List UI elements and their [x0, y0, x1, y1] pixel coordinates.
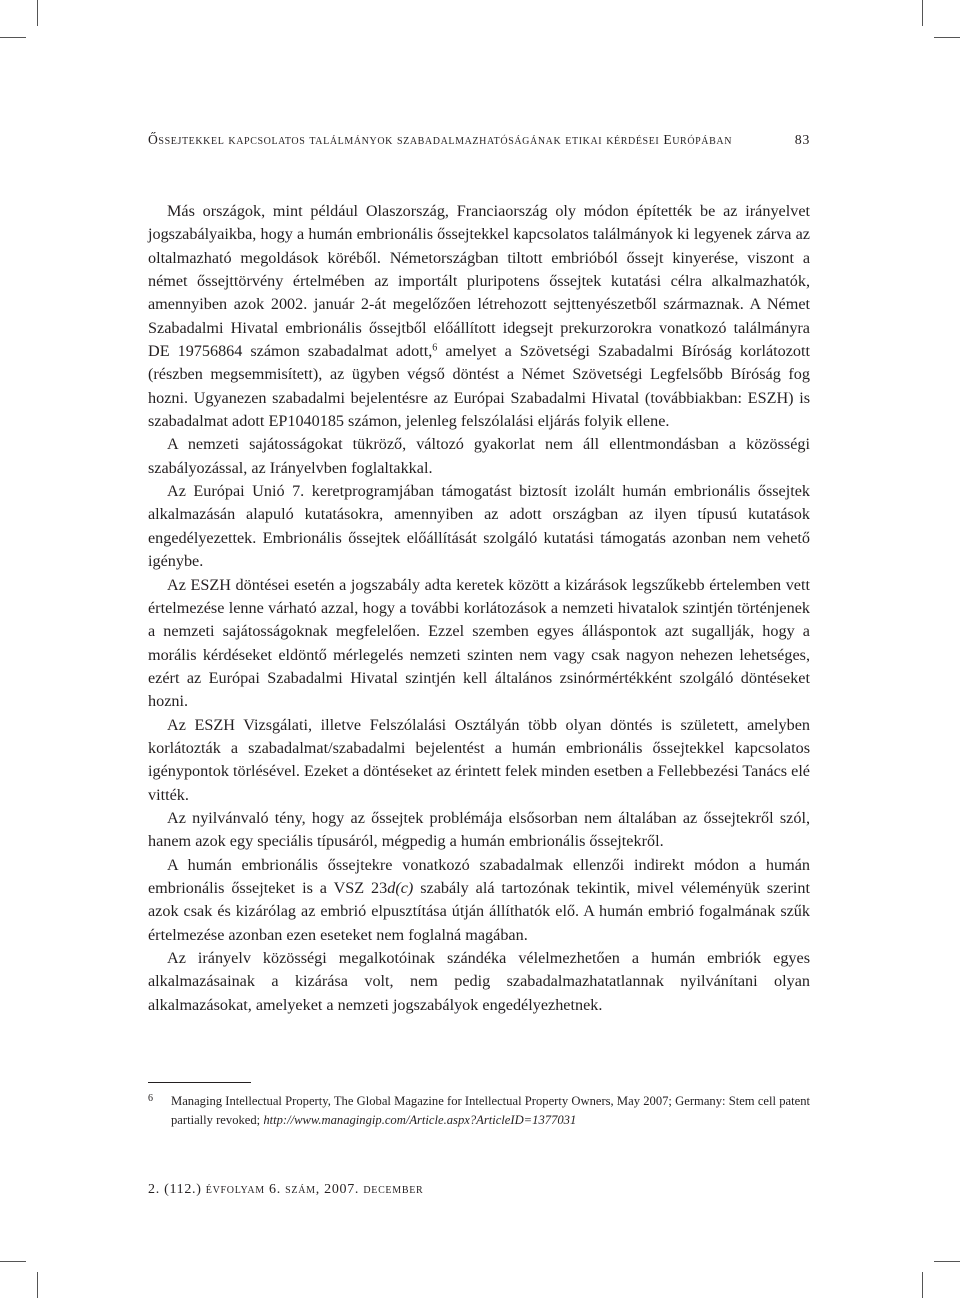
page-footer: 2. (112.) évfolyam 6. szám, 2007. december — [148, 1182, 424, 1197]
paragraph: Az nyilvánvaló tény, hogy az őssejtek problémája elsősorban nem általában az őssejtekről szól, hanem azok egy speciális típusáról, mégpedig a humán embrionális őssejtekről. — [148, 808, 810, 851]
footnote — [148, 1092, 810, 1130]
running-head-title: Őssejtekkel kapcsolatos találmányok szabadalmazhatóságának etikai kérdései Európában — [148, 132, 733, 147]
paragraph: Az ESZH döntései esetén a jogszabály adta keretek között a kizárások legszűkebb értelemben vett értelmezése lenne várható azzal, hogy a további korlátozások a nemzeti hivatalok szintjén történjenek a nemzeti sajátosságoknak megfelelően. Ezzel szemben egyes álláspontok azt sugallják, hogy a morális kérdéseket eldöntő mérlegelés nemzeti szinten nem vagy csak nagyon nehezen lehetséges, ezért az Európai Szabadalmi Hivatal szintjén kell általános zsinórmértékként szolgáló döntéseket hozni. — [148, 575, 810, 711]
footnote-number: 6 — [148, 1093, 153, 1104]
footnote-reference: 6 — [432, 342, 438, 354]
article-body — [148, 200, 810, 1017]
footnote-divider — [148, 1082, 251, 1083]
paragraph: Más országok, mint például Olaszország, Franciaország oly módon építették be az irányelvet jogszabályaikba, hogy a humán embrionális őssejtekkel kapcsolatos találmányok ki legyenek zárva az oltalmazható megoldások köréből. Németországban tiltott embrióból őssejt kinyerése, viszont a német őssejttörvény értelmében az importált pluripotens őssejtek kutatási célra alkalmazhatók, amennyiben azok 2002. január 2-át megelőzően létrehozott sejttenyészetből származnak. A Német Szabadalmi Hivatal embrionális őssejtből előállított idegsejt prekurzorokra vonatkozó találmányra DE 19756864 számon szabadalmat adott,$^6$ amelyet a Szövetségi Szabadalmi Bíróság korlátozott (részben megsemmisített), az ügyben végső döntést a Német Szövetségi Legfelsőbb Bíróság fog hozni. Ugyanezen szabadalmi bejelentésre az Európai Szabadalmi Hivatal (továbbiakban: ESZH) is szabadalmat adott EP1040185 számon, jelenleg felszólalási eljárás folyik ellene. — [148, 202, 810, 431]
crop-mark-right-top — [934, 37, 960, 38]
running-head — [148, 132, 810, 149]
paragraph: Az irányelv közösségi megalkotóinak szándéka vélelmezhetően a humán embriók egyes alkalmazásainak a kizárása volt, nem pedig szabadalmazhatatlannak nyilvánítani olyan alkalmazásokat, amelyeket a nemzeti jogszabályok engedélyezhetnek. — [148, 949, 810, 1014]
footnote-text: Managing Intellectual Property, The Global Magazine for Intellectual Property Owners, May 2007; Germany: Stem cell patent partially revoked; http://www.managingip.com/Article.aspx?ArticleID=1377031 — [171, 1094, 810, 1127]
paragraph: Az ESZH Vizsgálati, illetve Felszólalási Osztályán több olyan döntés is született, amelyben korlátozták a szabadalmat/szabadalmi bejelentést a humán embrionális őssejtekkel kapcsolatos igénypontok törlésével. Ezeket a döntéseket az érintett felek minden esetben a Fellebbezési Tanács elé vitték. — [148, 715, 810, 804]
crop-mark-bottom-left — [37, 1272, 38, 1298]
page-number: 83 — [794, 133, 810, 148]
crop-mark-top-left — [37, 0, 38, 26]
crop-mark-left-bottom — [0, 1261, 26, 1262]
paragraph: Az Európai Unió 7. keretprogramjában támogatást biztosít izolált humán embrionális őssejtek alkalmazásán alapuló kutatásokra, amennyiben az adott országban az ilyen típusú kutatások engedélyezettek. Embrionális őssejtek előállítását szolgáló kutatási támogatás azonban nem vehető igénybe. — [148, 482, 810, 571]
italic-rule-reference: d(c) — [387, 878, 414, 897]
footnote-link[interactable]: http://www.managingip.com/Article.aspx?ArticleID=1377031 — [263, 1113, 577, 1127]
crop-mark-left-top — [0, 37, 26, 38]
paragraph: A nemzeti sajátosságokat tükröző, változó gyakorlat nem áll ellentmondásban a közösségi szabályozással, az Irányelvben foglaltakkal. — [148, 435, 810, 477]
paragraph: A humán embrionális őssejtekre vonatkozó szabadalmak ellenzői indirekt módon a humán embrionális őssejteket is a VSZ 23d(c) szabály alá tartozónak tekintik, mivel véleményük szerint azok csak és kizárólag az embrió elpusztítása útján állíthatók elő. A humán embrió fogalmának szűk értelmezése azonban ezen eseteket nem foglalná magában. — [148, 855, 810, 944]
crop-mark-bottom-right — [922, 1272, 923, 1298]
crop-mark-top-right — [922, 0, 923, 26]
crop-mark-right-bottom — [934, 1261, 960, 1262]
